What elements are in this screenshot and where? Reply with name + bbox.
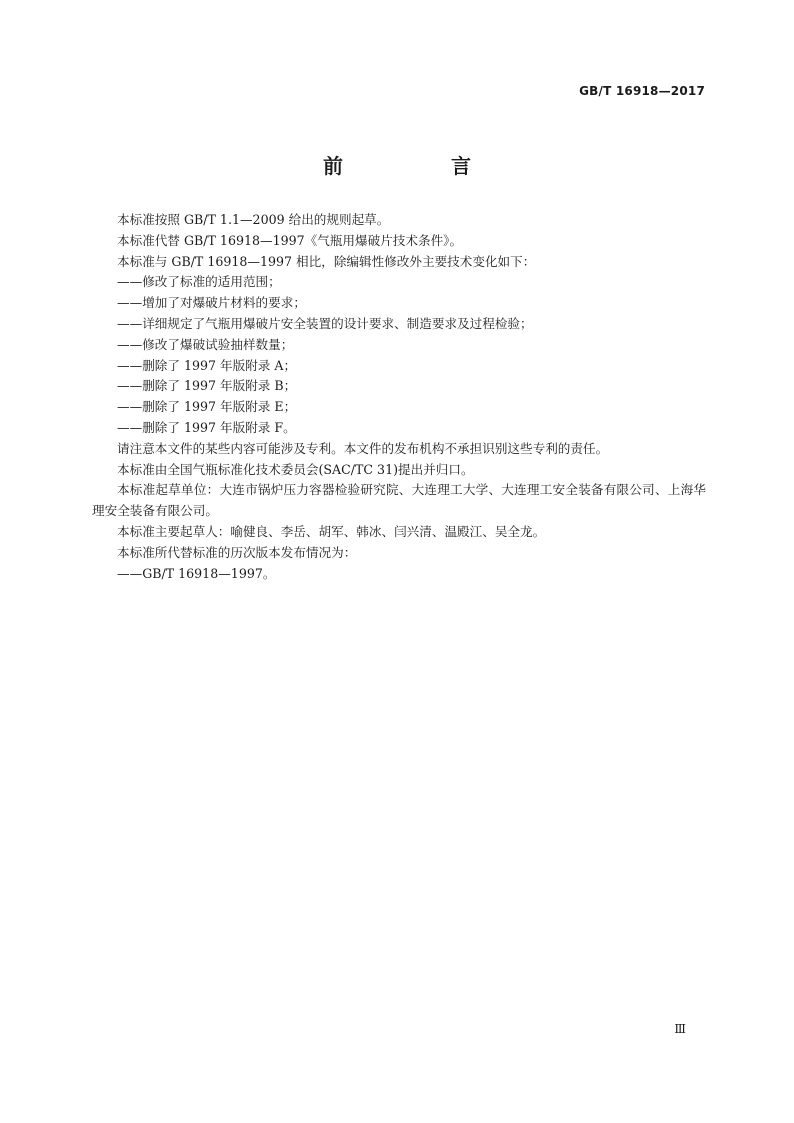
foreword-body <box>92 210 706 584</box>
paragraph: 本标准按照 GB/T 1.1—2009 给出的规则起草。 <box>117 212 390 227</box>
list-item: ——删除了 1997 年版附录 E； <box>117 399 297 415</box>
paragraph: 请注意本文件的某些内容可能涉及专利。本文件的发布机构不承担识别这些专利的责任。 <box>117 440 609 456</box>
list-item: ——修改了爆破试验抽样数量； <box>117 336 294 352</box>
list-item: ——删除了 1997 年版附录 F。 <box>117 419 296 435</box>
list-item: ——删除了 1997 年版附录 B； <box>117 378 297 394</box>
paragraph: 本标准由全国气瓶标准化技术委员会(SAC/TC 31)提出并归口。 <box>117 461 474 477</box>
list-item: ——修改了标准的适用范围； <box>117 274 281 290</box>
standard-code: GB/T 16918—2017 <box>579 84 705 98</box>
list-item: ——详细规定了气瓶用爆破片安全装置的设计要求、制造要求及过程检验； <box>117 315 533 331</box>
list-item: ——GB/T 16918—1997。 <box>117 565 276 581</box>
page-title: 前 言 <box>323 154 515 178</box>
list-item: ——增加了对爆破片材料的要求； <box>117 295 306 311</box>
page-number: Ⅲ <box>674 1022 686 1036</box>
paragraph: 本标准与 GB/T 16918—1997 相比，除编辑性修改外主要技术变化如下： <box>117 253 536 269</box>
list-item: ——删除了 1997 年版附录 A； <box>117 357 297 373</box>
paragraph: 本标准代替 GB/T 16918—1997《气瓶用爆破片技术条件》。 <box>117 232 463 248</box>
paragraph: 本标准起草单位：大连市锅炉压力容器检验研究院、大连理工大学、大连理工安全装备有限公司、上海华理安全装备有限公司。 <box>92 482 706 519</box>
paragraph: 本标准所代替标准的历次版本发布情况为： <box>117 544 357 560</box>
paragraph: 本标准主要起草人：喻健良、李岳、胡军、韩冰、闫兴清、温殿江、吴全龙。 <box>117 523 546 539</box>
